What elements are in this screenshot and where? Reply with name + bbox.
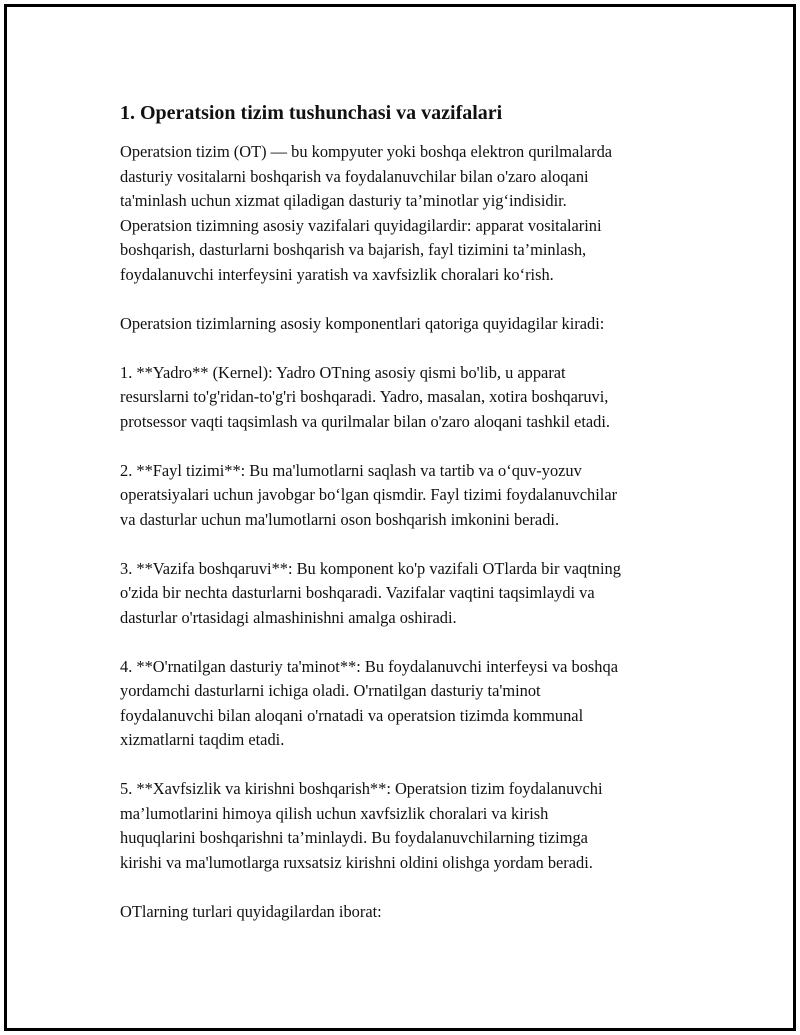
paragraph — [120, 140, 720, 287]
text-line: dasturiy vositalarni boshqarish va foydalanuvchilar bilan o'zaro aloqani — [120, 166, 589, 186]
text-line: yordamchi dasturlarni ichiga oladi. O'rnatilgan dasturiy ta'minot — [120, 681, 541, 700]
text-line: 3. **Vazifa boshqaruvi**: Bu komponent ko'p vazifali OTlarda bir vaqtning — [120, 558, 621, 578]
paragraph — [120, 361, 720, 435]
paragraph — [120, 459, 720, 533]
text-line: dasturlar o'rtasidagi almashinishni amalga oshiradi. — [120, 607, 457, 627]
paragraph-list — [120, 140, 720, 924]
text-line: 1. **Yadro** (Kernel): Yadro OTning asosiy qismi bo'lib, u apparat — [120, 362, 566, 382]
text-line: kirishi va ma'lumotlarga ruxsatsiz kirishni oldini olishga yordam beradi. — [120, 852, 593, 872]
text-line: xizmatlarni taqdim etadi. — [120, 730, 285, 749]
text-line: Operatsion tizimlarning asosiy komponentlari qatoriga quyidagilar kiradi: — [120, 313, 605, 333]
document-content — [120, 100, 720, 949]
text-line: operatsiyalari uchun javobgar bo‘lgan qismdir. Fayl tizimi foydalanuvchilar — [120, 485, 618, 504]
text-line: o'zida bir nechta dasturlarni boshqaradi. Vazifalar vaqtini taqsimlaydi va — [120, 583, 595, 602]
text-line: protsessor vaqti taqsimlash va qurilmalar bilan o'zaro aloqani tashkil etadi. — [120, 411, 610, 431]
text-line: va dasturlar uchun ma'lumotlarni oson boshqarish imkonini beradi. — [120, 509, 560, 529]
text-line: OTlarning turlari quyidagilardan iborat: — [120, 901, 382, 921]
document-page — [4, 4, 796, 1031]
paragraph — [120, 900, 720, 925]
text-line: 5. **Xavfsizlik va kirishni boshqarish**: Operatsion tizim foydalanuvchi — [120, 779, 603, 798]
paragraph — [120, 777, 720, 875]
text-line: ma’lumotlarini himoya qilish uchun xavfsizlik choralari va kirish — [120, 803, 549, 823]
text-line: ta'minlash uchun xizmat qiladigan dasturiy ta’minotlar yig‘indisidir. — [120, 191, 567, 210]
text-line: foydalanuvchi interfeysini yaratish va xavfsizlik choralari ko‘rish. — [120, 264, 554, 284]
text-line: Operatsion tizimning asosiy vazifalari quyidagilardir: apparat vositalarini — [120, 215, 602, 235]
paragraph — [120, 557, 720, 631]
text-line: 2. **Fayl tizimi**: Bu ma'lumotlarni saqlash va tartib va o‘quv-yozuv — [120, 460, 582, 480]
text-line: resurslarni to'g'ridan-to'g'ri boshqaradi. Yadro, masalan, xotira boshqaruvi, — [120, 387, 609, 406]
text-line: huquqlarini boshqarishni ta’minlaydi. Bu foydalanuvchilarning tizimga — [120, 828, 588, 847]
section-heading: 1. Operatsion tizim tushunchasi va vazifalari — [120, 102, 503, 124]
text-line: foydalanuvchi bilan aloqani o'rnatadi va operatsion tizimda kommunal — [120, 705, 584, 725]
paragraph — [120, 312, 720, 337]
text-line: 4. **O'rnatilgan dasturiy ta'minot**: Bu foydalanuvchi interfeysi va boshqa — [120, 656, 618, 676]
text-line: boshqarish, dasturlarni boshqarish va bajarish, fayl tizimini ta’minlash, — [120, 240, 587, 259]
paragraph — [120, 655, 720, 753]
text-line: Operatsion tizim (OT) — bu kompyuter yoki boshqa elektron qurilmalarda — [120, 142, 613, 161]
